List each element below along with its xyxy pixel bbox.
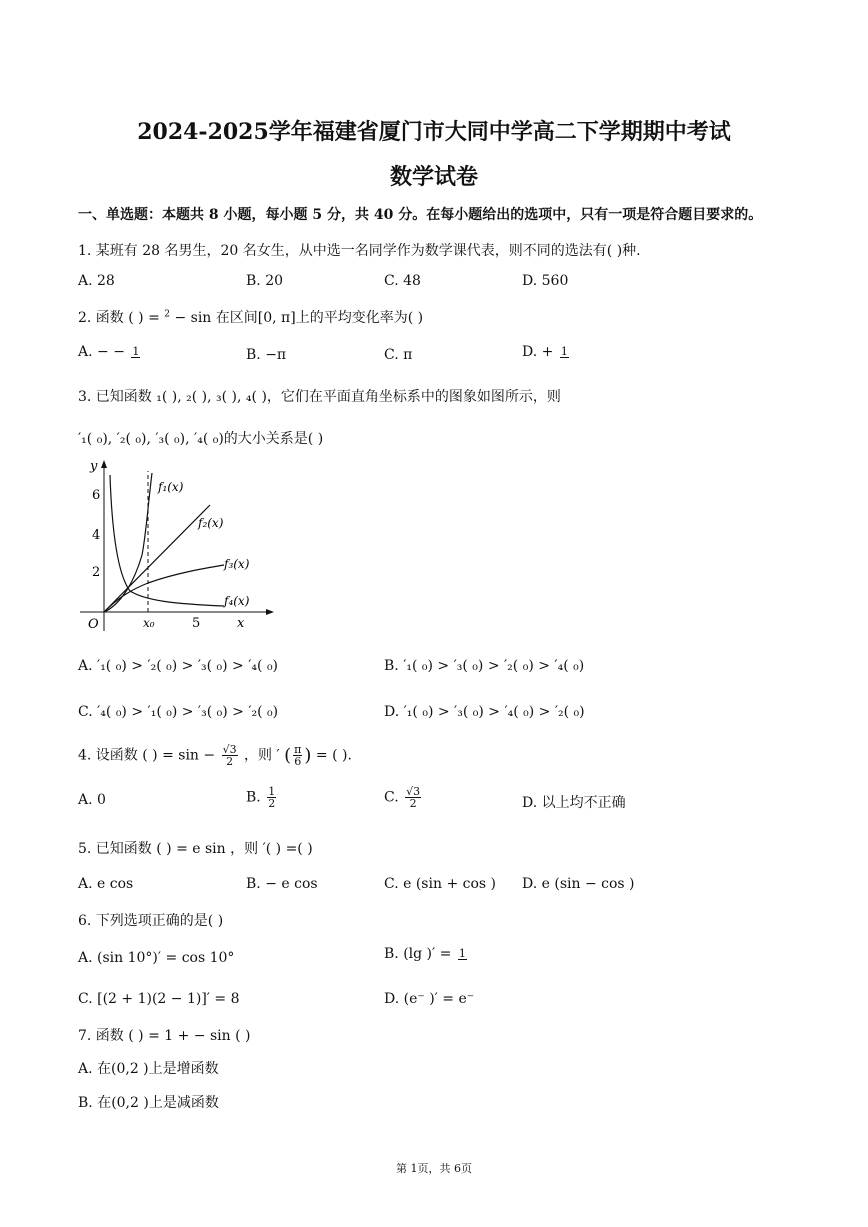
question-3-stem-line1: 3. 已知函数 ₁( ), ₂( ), ₃( ), ₄( )，它们在平面直角坐标系中的图象如图所示，则 bbox=[78, 389, 561, 405]
question-6-option-b bbox=[384, 946, 469, 962]
curve-label-f1: f₁(x) bbox=[158, 480, 184, 494]
page-subtitle: 数学试卷 bbox=[389, 164, 478, 190]
fraction-numerator: 1 bbox=[560, 345, 568, 358]
question-1-stem: 1. 某班有 28 名男生，20 名女生，从中选一名同学作为数学课代表，则不同的选法有( )种. bbox=[78, 243, 641, 259]
page-footer: 第 1页，共 6页 bbox=[396, 1162, 472, 1175]
question-4-stem-end: = ( ). bbox=[315, 747, 352, 764]
question-6-option-b-fraction bbox=[458, 948, 467, 960]
question-4-option-c bbox=[384, 786, 423, 809]
question-5-option-d: D. e (sin − cos ) bbox=[522, 876, 635, 892]
section-header: 一、单选题：本题共 8 小题，每小题 5 分，共 40 分。在每小题给出的选项中，只有一项是符合题目要求的。 bbox=[78, 207, 763, 223]
fraction-numerator: √3 bbox=[222, 743, 237, 756]
question-2-option-a-text: A. − − bbox=[78, 344, 125, 360]
question-6-option-a: A. (sin 10°)′ = cos 10° bbox=[78, 950, 235, 966]
question-3-option-d: D. ′₁( ₀) > ′₃( ₀) > ′₄( ₀) > ′₂( ₀) bbox=[384, 704, 585, 720]
question-4-stem-pre: 4. 设函数 ( ) = sin − bbox=[78, 747, 216, 764]
question-7-option-a: A. 在(0,2 )上是增函数 bbox=[78, 1061, 219, 1077]
question-4-option-c-fraction bbox=[405, 786, 421, 809]
question-4-stem: 4. 设函数 ( ) = sin − $\frac{√3}{2}$ ，则 ′ ( $\frac{\pi}{6}$ ) = ( ). bbox=[78, 743, 352, 768]
page-title: 2024-2025学年福建省厦门市大同中学高二下学期期中考试 bbox=[137, 119, 731, 145]
x-axis-label: x bbox=[237, 616, 245, 631]
question-2-stem-pre: 2. 函数 ( ) = bbox=[78, 310, 160, 326]
curve-label-f2: f₂(x) bbox=[198, 516, 224, 530]
question-2-option-d-fraction bbox=[560, 346, 569, 358]
fraction-denominator: 6 bbox=[294, 755, 302, 768]
y-tick-label: 4 bbox=[92, 528, 101, 543]
question-7-option-b: B. 在(0,2 )上是减函数 bbox=[78, 1095, 219, 1111]
origin-label: O bbox=[88, 617, 99, 632]
fraction-numerator: 1 bbox=[458, 947, 466, 960]
question-1-option-b: B. 20 bbox=[246, 273, 284, 289]
question-4-option-b bbox=[246, 786, 278, 809]
question-4-stem-fraction bbox=[222, 744, 238, 767]
fraction-denominator: 2 bbox=[268, 797, 276, 810]
question-2-option-d bbox=[522, 344, 571, 360]
fraction-numerator: √3 bbox=[406, 785, 421, 798]
question-2-stem-mid: − sin 在区间[0, π]上的平均变化率为( ) bbox=[174, 310, 424, 326]
question-2-option-a-fraction bbox=[131, 346, 140, 358]
question-4-stem-post: ，则 ′ bbox=[244, 747, 280, 764]
question-4-option-a: A. 0 bbox=[78, 792, 106, 808]
question-6-stem: 6. 下列选项正确的是( ) bbox=[78, 913, 224, 929]
x-tick-label: x₀ bbox=[143, 616, 155, 630]
question-2-option-b: B. −π bbox=[246, 347, 287, 363]
question-2-exponent: 2 bbox=[164, 309, 170, 320]
question-5-stem: 5. 已知函数 ( ) = e sin ，则 ′( ) =( ) bbox=[78, 841, 313, 857]
question-3-option-c: C. ′₄( ₀) > ′₁( ₀) > ′₃( ₀) > ′₂( ₀) bbox=[78, 704, 279, 720]
y-tick-label: 6 bbox=[92, 488, 101, 503]
question-3-option-b: B. ′₁( ₀) > ′₃( ₀) > ′₂( ₀) > ′₄( ₀) bbox=[384, 658, 585, 674]
y-tick-label: 2 bbox=[92, 565, 101, 580]
x-axis-arrow bbox=[266, 609, 274, 615]
question-3-option-a: A. ′₁( ₀) > ′₂( ₀) > ′₃( ₀) > ′₄( ₀) bbox=[78, 658, 279, 674]
question-2-option-d-text: D. + bbox=[522, 344, 554, 360]
question-4-argument-fraction bbox=[293, 744, 302, 767]
x-tick-label: 5 bbox=[192, 616, 201, 631]
question-7-stem: 7. 函数 ( ) = 1 + − sin ( ) bbox=[78, 1028, 251, 1044]
curve-f2 bbox=[104, 505, 210, 612]
fraction-numerator: π bbox=[294, 743, 302, 756]
question-6-option-c: C. [(2 + 1)(2 − 1)]′ = 8 bbox=[78, 991, 240, 1007]
question-4-option-d: D. 以上均不正确 bbox=[522, 795, 626, 811]
question-6-option-b-text: B. (lg )′ = bbox=[384, 946, 452, 962]
y-axis-arrow bbox=[101, 460, 107, 468]
fraction-numerator: 1 bbox=[132, 345, 140, 358]
question-4-option-b-text: B. bbox=[246, 789, 261, 806]
question-1-option-c: C. 48 bbox=[384, 273, 421, 289]
question-1-option-a: A. 28 bbox=[78, 273, 115, 289]
question-5-option-a: A. e cos bbox=[78, 876, 134, 892]
curve-label-f3: f₃(x) bbox=[224, 557, 250, 571]
question-2-option-a bbox=[78, 344, 142, 360]
fraction-numerator: 1 bbox=[268, 785, 276, 798]
question-4-option-b-fraction bbox=[267, 786, 276, 809]
question-6-option-d: D. (e⁻ )′ = e⁻ bbox=[384, 991, 475, 1007]
curve-f4 bbox=[110, 475, 224, 606]
curve-label-f4: f₄(x) bbox=[224, 594, 250, 608]
question-3-stem-line2: ′₁( ₀), ′₂( ₀), ′₃( ₀), ′₄( ₀)的大小关系是( ) bbox=[78, 431, 324, 447]
y-axis-label: y bbox=[90, 459, 98, 474]
question-5-option-c: C. e (sin + cos ) bbox=[384, 876, 496, 892]
question-4-option-c-text: C. bbox=[384, 789, 399, 806]
function-graph-figure bbox=[76, 455, 276, 635]
fraction-denominator: 2 bbox=[409, 797, 417, 810]
question-1-option-d: D. 560 bbox=[522, 273, 569, 289]
fraction-denominator: 2 bbox=[226, 755, 234, 768]
question-5-option-b: B. − e cos bbox=[246, 876, 318, 892]
question-2-option-c: C. π bbox=[384, 347, 413, 363]
question-2-stem bbox=[78, 307, 423, 327]
